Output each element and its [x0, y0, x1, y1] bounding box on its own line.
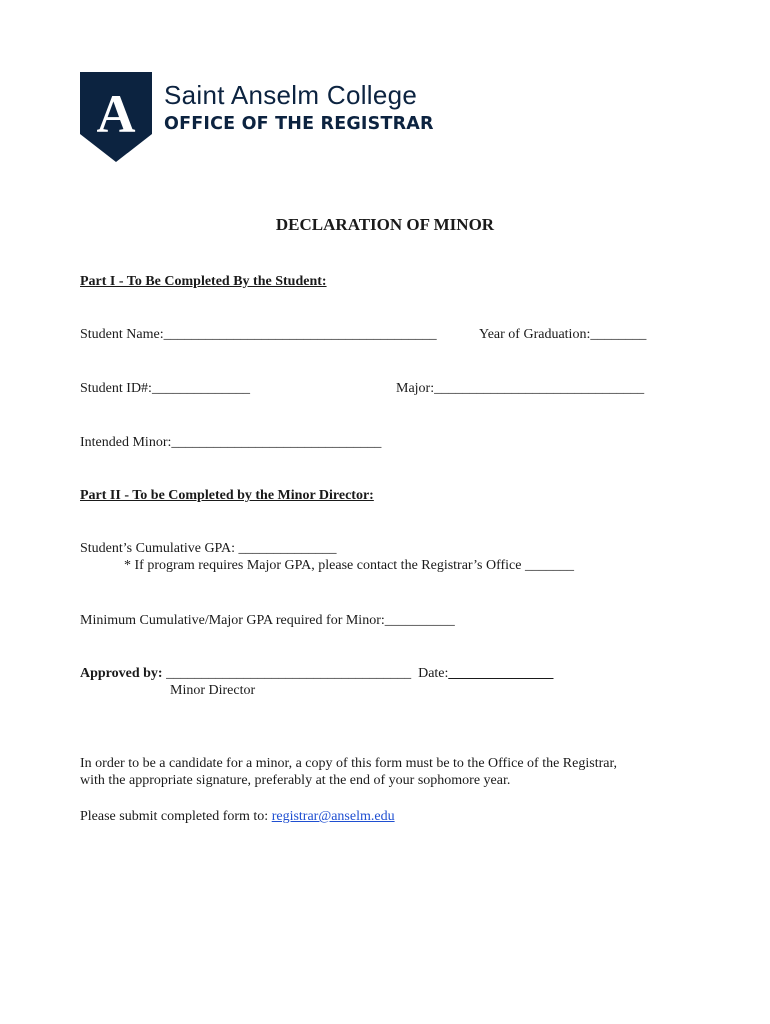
office-name: OFFICE OF THE REGISTRAR — [164, 114, 434, 134]
cumulative-gpa-field[interactable]: Student’s Cumulative GPA: ______________ — [80, 541, 337, 556]
instructions-line-2: with the appropriate signature, preferably at the end of your sophomore year. — [80, 773, 511, 788]
minimum-gpa-field[interactable]: Minimum Cumulative/Major GPA required for Minor:__________ — [80, 613, 455, 628]
instructions-line-1: In order to be a candidate for a minor, a copy of this form must be to the Office of the Registrar, — [80, 756, 618, 771]
approved-by-label: Approved by: — [80, 666, 163, 681]
year-of-graduation-field[interactable]: Year of Graduation:________ — [479, 327, 647, 342]
college-logo — [80, 72, 434, 162]
major-gpa-note: * If program requires Major GPA, please contact the Registrar’s Office _______ — [124, 558, 574, 573]
date-field[interactable]: _______________ — [448, 666, 554, 681]
form-title: DECLARATION OF MINOR — [275, 215, 495, 234]
college-name: Saint Anselm College — [164, 80, 418, 110]
approved-by-signature-line[interactable]: ___________________________________ — [162, 666, 419, 681]
logo-letter: A — [96, 84, 136, 144]
minor-director-caption: Minor Director — [170, 683, 256, 698]
student-name-field[interactable]: Student Name:_______________________________________ — [80, 327, 437, 342]
shield-logo-icon — [80, 72, 152, 162]
intended-minor-field[interactable]: Intended Minor:______________________________ — [80, 435, 382, 450]
date-label: Date: — [418, 666, 449, 681]
major-field[interactable]: Major:______________________________ — [396, 381, 645, 396]
part1-heading: Part I - To Be Completed By the Student: — [80, 274, 327, 289]
student-id-field[interactable]: Student ID#:______________ — [80, 381, 250, 396]
approval-row — [80, 665, 553, 682]
registrar-email-link[interactable]: registrar@anselm.edu — [271, 809, 395, 824]
submit-text: Please submit completed form to: — [80, 809, 272, 824]
submit-instructions — [80, 808, 395, 825]
part2-heading: Part II - To be Completed by the Minor Director: — [80, 488, 374, 503]
